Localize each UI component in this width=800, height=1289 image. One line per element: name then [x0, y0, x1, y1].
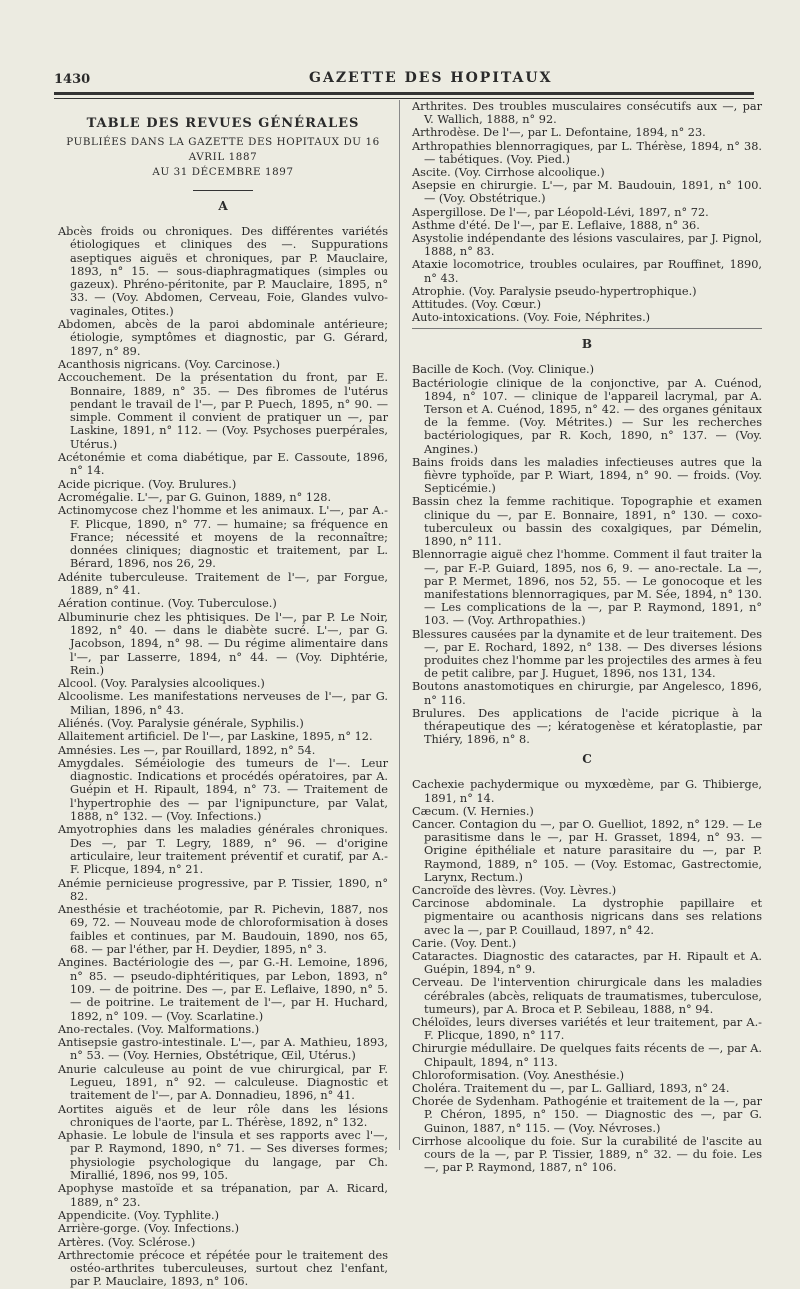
column-divider [399, 100, 400, 1150]
index-title: TABLE DES REVUES GÉNÉRALES [86, 116, 360, 131]
index-entry: Acromégalie. L'—, par G. Guinon, 1889, n° 128. [58, 490, 332, 504]
index-entry: Blessures causées par la dynamite et de leur traitement. Des —, par E. Rochard, 1892, n° 138. — Des diverses lésions produites chez l'homme par les projectiles des armes à feu de petit calibre, par J. Huguet, 1896, nos 131, 134. [412, 627, 762, 681]
index-entry: Artères. (Voy. Sclérose.) [58, 1235, 196, 1249]
index-entry: Bassin chez la femme rachitique. Topographie et examen clinique du —, par E. Bonnaire, 1891, n° 130. — coxo-tuberculeux ou bassin des coxalgiques, par Démelin, 1890, n° 111. [412, 495, 762, 549]
index-entry: Amyotrophies dans les maladies générales chroniques. Des —, par T. Legry, 1889, n° 96. — d'origine articulaire, leur traitement préventif et curatif, par A.-F. Plicque, 1894, n° 21. [58, 823, 388, 877]
index-entry: Arthrectomie précoce et répétée pour le traitement des ostéo-arthrites tuberculeuses, surtout chez l'enfant, par P. Mauclaire, 1893, n° 106. [58, 1248, 388, 1289]
header-rule [54, 92, 754, 95]
journal-title: GAZETTE DES HOPITAUX [309, 70, 553, 86]
index-entry: Anurie calculeuse au point de vue chirurgical, par F. Legueu, 1891, n° 92. — calculeuse. Diagnostic et traitement de l'—, par A. Donnadieu, 1896, n° 41. [58, 1062, 388, 1103]
section-letter-a: A [218, 199, 228, 213]
subtitle-line: AU 31 DÉCEMBRE 1897 [152, 166, 294, 178]
index-entry: Attitudes. (Voy. Cœur.) [412, 298, 542, 312]
index-entry: Carie. (Voy. Dent.) [412, 936, 517, 950]
entry-list-c [412, 778, 762, 1174]
index-entry: Cerveau. De l'intervention chirurgicale dans les maladies cérébrales (abcès, reliquats de traumatismes, tuberculose, tumeurs), par A. Broca et P. Sebileau, 1888, n° 94. [412, 976, 762, 1016]
index-entry: Abdomen, abcès de la paroi abdominale antérieure; étiologie, symptômes et diagnostic, par G. Gérard, 1897, n° 89. [58, 318, 388, 358]
index-entry: Boutons anastomotiques en chirurgie, par Angelesco, 1896, n° 116. [412, 680, 762, 707]
index-entry: Ascite. (Voy. Cirrhose alcoolique.) [412, 166, 605, 180]
header-rule-thin [54, 98, 754, 99]
index-entry: Asepsie en chirurgie. L'—, par M. Baudouin, 1891, n° 100. — (Voy. Obstétrique.) [412, 179, 762, 206]
index-entry: Acétonémie et coma diabétique, par E. Cassoute, 1896, n° 14. [58, 451, 388, 478]
index-entry: Apophyse mastoïde et sa trépanation, par A. Ricard, 1889, n° 23. [58, 1182, 388, 1209]
index-entry: Ataxie locomotrice, troubles oculaires, par Rouffinet, 1890, n° 43. [412, 258, 762, 285]
index-entry: Cancer. Contagion du —, par O. Guelliot, 1892, n° 129. — Le parasitisme dans le —, par H. Grasset, 1894, n° 93. — Origine épithéliale et nature parasitaire du —, par P. Raymond, 1889, n° 105. — (Voy. Estomac, Gastrectomie, Larynx, Rectum.) [412, 817, 762, 884]
index-entry: Brulures. Des applications de l'acide picrique à la thérapeutique des —; kératogenèse et kératoplastie, par Thiéry, 1896, n° 8. [412, 706, 762, 747]
index-entry: Acide picrique. (Voy. Brulures.) [58, 477, 237, 491]
index-entry: Chloroformisation. (Voy. Anesthésie.) [412, 1068, 625, 1082]
index-entry: Appendicite. (Voy. Typhlite.) [58, 1208, 220, 1222]
index-entry: Aphasie. Le lobule de l'insula et ses rapports avec l'—, par P. Raymond, 1890, n° 71. — Ses diverses formes; physiologie psychologique du langage, par Ch. Mirallié, 1896, nos 99, 105. [58, 1129, 388, 1183]
section-rule [412, 328, 762, 329]
index-entry: Arthrites. Des troubles musculaires consécutifs aux —, par V. Wallich, 1888, n° 92. [412, 100, 762, 127]
index-entry: Bactériologie clinique de la conjonctive, par A. Cuénod, 1894, n° 107. — clinique de l'appareil lacrymal, par A. Terson et A. Cuénod, 1895, n° 42. — des organes génitaux de la femme. (Voy. Métrites.) — Sur les recherches bactériologiques, par R. Koch, 1890, n° 137. — (Voy. Angines.) [412, 376, 762, 456]
index-entry: Cæcum. (V. Hernies.) [412, 804, 534, 818]
index-entry: Antisepsie gastro-intestinale. L'—, par A. Mathieu, 1893, n° 53. — (Voy. Hernies, Obstétrique, Œil, Utérus.) [58, 1036, 388, 1063]
index-entry: Arrière-gorge. (Voy. Infections.) [58, 1222, 240, 1236]
right-column [412, 100, 762, 1174]
index-entry: Auto-intoxications. (Voy. Foie, Néphrites.) [412, 311, 651, 325]
index-entry: Ano-rectales. (Voy. Malformations.) [58, 1022, 260, 1036]
left-column [58, 108, 388, 1289]
index-entry: Allaitement artificiel. De l'—, par Laskine, 1895, n° 12. [58, 730, 373, 744]
index-entry: Aortites aiguës et de leur rôle dans les lésions chroniques de l'aorte, par L. Thérèse, 1892, n° 132. [58, 1102, 388, 1129]
page-number: 1430 [54, 72, 91, 87]
index-entry: Aération continue. (Voy. Tuberculose.) [58, 597, 277, 611]
entry-list-a-continued [412, 100, 762, 324]
index-entry: Bains froids dans les maladies infectieuses autres que la fièvre typhoïde, par P. Wiart, 1894, n° 90. — froids. (Voy. Septicémie.) [412, 455, 762, 496]
index-entry: Acanthosis nigricans. (Voy. Carcinose.) [58, 357, 281, 371]
index-entry: Alcoolisme. Les manifestations nerveuses de l'—, par G. Milian, 1896, n° 43. [58, 690, 388, 717]
index-entry: Blennorragie aiguë chez l'homme. Comment il faut traiter la —, par F.-P. Guiard, 1895, nos 6, 9. — ano-rectale. La —, par P. Mermet, 1896, nos 52, 55. — Le gonocoque et les manifestations blennorragiques, par M. Sée, 1894, n° 130. — Les complications de la —, par P. Raymond, 1891, n° 103. — (Voy. Arthropathies.) [412, 548, 762, 628]
index-entry: Alcool. (Voy. Paralysies alcooliques.) [58, 677, 265, 691]
index-entry: Aliénés. (Voy. Paralysie générale, Syphilis.) [58, 716, 304, 730]
title-rule [193, 190, 253, 191]
index-entry: Anémie pernicieuse progressive, par P. Tissier, 1890, n° 82. [58, 876, 388, 903]
index-entry: Anesthésie et trachéotomie, par R. Pichevin, 1887, nos 69, 72. — Nouveau mode de chloroformisation à doses faibles et continues, par M. Baudouin, 1890, nos 65, 68. — par l'éther, par H. Deydier, 1895, n° 3. [58, 903, 388, 957]
index-entry: Accouchement. De la présentation du front, par E. Bonnaire, 1889, n° 35. — Des fibromes de l'utérus pendant le travail de l'—, par P. Puech, 1895, n° 90. — simple. Comment il convient de pratiquer un —, par Laskine, 1891, n° 112. — (Voy. Psychoses puerpérales, Utérus.) [58, 371, 388, 451]
index-entry: Cachexie pachydermique ou myxœdème, par G. Thibierge, 1891, n° 14. [412, 778, 762, 805]
index-entry: Asystolie indépendante des lésions vasculaires, par J. Pignol, 1888, n° 83. [412, 232, 762, 259]
index-entry: Aspergillose. De l'—, par Léopold-Lévi, 1897, n° 72. [412, 205, 709, 219]
section-letter-b: B [581, 337, 593, 352]
index-entry: Arthropathies blennorragiques, par L. Thérèse, 1894, n° 38. — tabétiques. (Voy. Pied.) [412, 139, 762, 166]
index-entry: Asthme d'été. De l'—, par E. Leflaive, 1888, n° 36. [412, 218, 700, 232]
index-entry: Arthrodèse. De l'—, par L. Defontaine, 1894, n° 23. [412, 126, 706, 140]
index-entry: Albuminurie chez les phtisiques. De l'—, par P. Le Noir, 1892, n° 40. — dans le diabète sucré. L'—, par G. Jacobson, 1894, n° 98. — Du régime alimentaire dans l'—, par Lasserre, 1894, n° 44. — (Voy. Diphtérie, Rein.) [58, 610, 388, 677]
index-entry: Chirurgie médullaire. De quelques faits récents de —, par A. Chipault, 1894, n° 113. [412, 1042, 762, 1069]
index-entry: Bacille de Koch. (Voy. Clinique.) [412, 363, 595, 377]
index-entry: Cirrhose alcoolique du foie. Sur la curabilité de l'ascite au cours de la —, par P. Tissier, 1889, n° 32. — du foie. Les —, par P. Raymond, 1887, n° 106. [412, 1134, 762, 1175]
index-entry: Chéloïdes, leurs diverses variétés et leur traitement, par A.-F. Plicque, 1890, n° 117. [412, 1016, 762, 1043]
index-entry: Amnésies. Les —, par Rouillard, 1892, n° 54. [58, 743, 316, 757]
index-entry: Cataractes. Diagnostic des cataractes, par H. Ripault et A. Guépin, 1894, n° 9. [412, 949, 762, 977]
index-entry: Amygdales. Séméiologie des tumeurs de l'—. Leur diagnostic. Indications et procédés opératoires, par A. Guépin et H. Ripault, 1894, n° 73. — Traitement de l'hypertrophie des — par l'ignipuncture, par Valat, 1888, n° 132. — (Voy. Infections.) [58, 756, 388, 824]
index-subtitle [58, 135, 388, 180]
section-letter-c: C [582, 752, 592, 767]
index-entry: Abcès froids ou chroniques. Des différentes variétés étiologiques et cliniques des —. Suppurations aseptiques aiguës et chroniques, par P. Mauclaire, 1893, n° 15. — sous-diaphragmatiques (simples ou gazeux). Phréno-péritonite, par P. Mauclaire, 1895, n° 33. — (Voy. Abdomen, Cerveau, Foie, Glandes vulvo-vaginales, Otites.) [58, 225, 388, 318]
entry-list-b [412, 363, 762, 746]
index-entry: Choléra. Traitement du —, par L. Galliard, 1893, n° 24. [412, 1082, 730, 1096]
page-header [54, 66, 754, 88]
index-entry: Actinomycose chez l'homme et les animaux. L'—, par A.-F. Plicque, 1890, n° 77. — humaine; sa fréquence en France; nécessité et moyens de la reconnaître; données cliniques; diagnostic et traitement, par L. Bérard, 1896, nos 26, 29. [58, 504, 388, 571]
index-entry: Cancroïde des lèvres. (Voy. Lèvres.) [412, 883, 617, 897]
entry-list-a [58, 225, 388, 1289]
index-entry: Adénite tuberculeuse. Traitement de l'—, par Forgue, 1889, n° 41. [58, 570, 388, 598]
index-entry: Carcinose abdominale. La dystrophie papillaire et pigmentaire ou acanthosis nigricans dans ses relations avec la —, par P. Couillaud, 1897, n° 42. [412, 897, 762, 937]
subtitle-line: PUBLIÉES DANS LA GAZETTE DES HOPITAUX DU 16 AVRIL 1887 [66, 136, 380, 163]
index-entry: Angines. Bactériologie des —, par G.-H. Lemoine, 1896, n° 85. — pseudo-diphtéritiques, par Lebon, 1893, n° 109. — de poitrine. Des —, par E. Leflaive, 1890, n° 5. — de poitrine. Le traitement de l'—, par H. Huchard, 1892, n° 109. — (Voy. Scarlatine.) [58, 956, 388, 1023]
index-entry: Atrophie. (Voy. Paralysie pseudo-hypertrophique.) [412, 284, 697, 298]
index-entry: Chorée de Sydenham. Pathogénie et traitement de la —, par P. Chéron, 1895, n° 150. — Diagnostic des —, par G. Guinon, 1887, n° 115. — (Voy. Névroses.) [412, 1095, 762, 1135]
